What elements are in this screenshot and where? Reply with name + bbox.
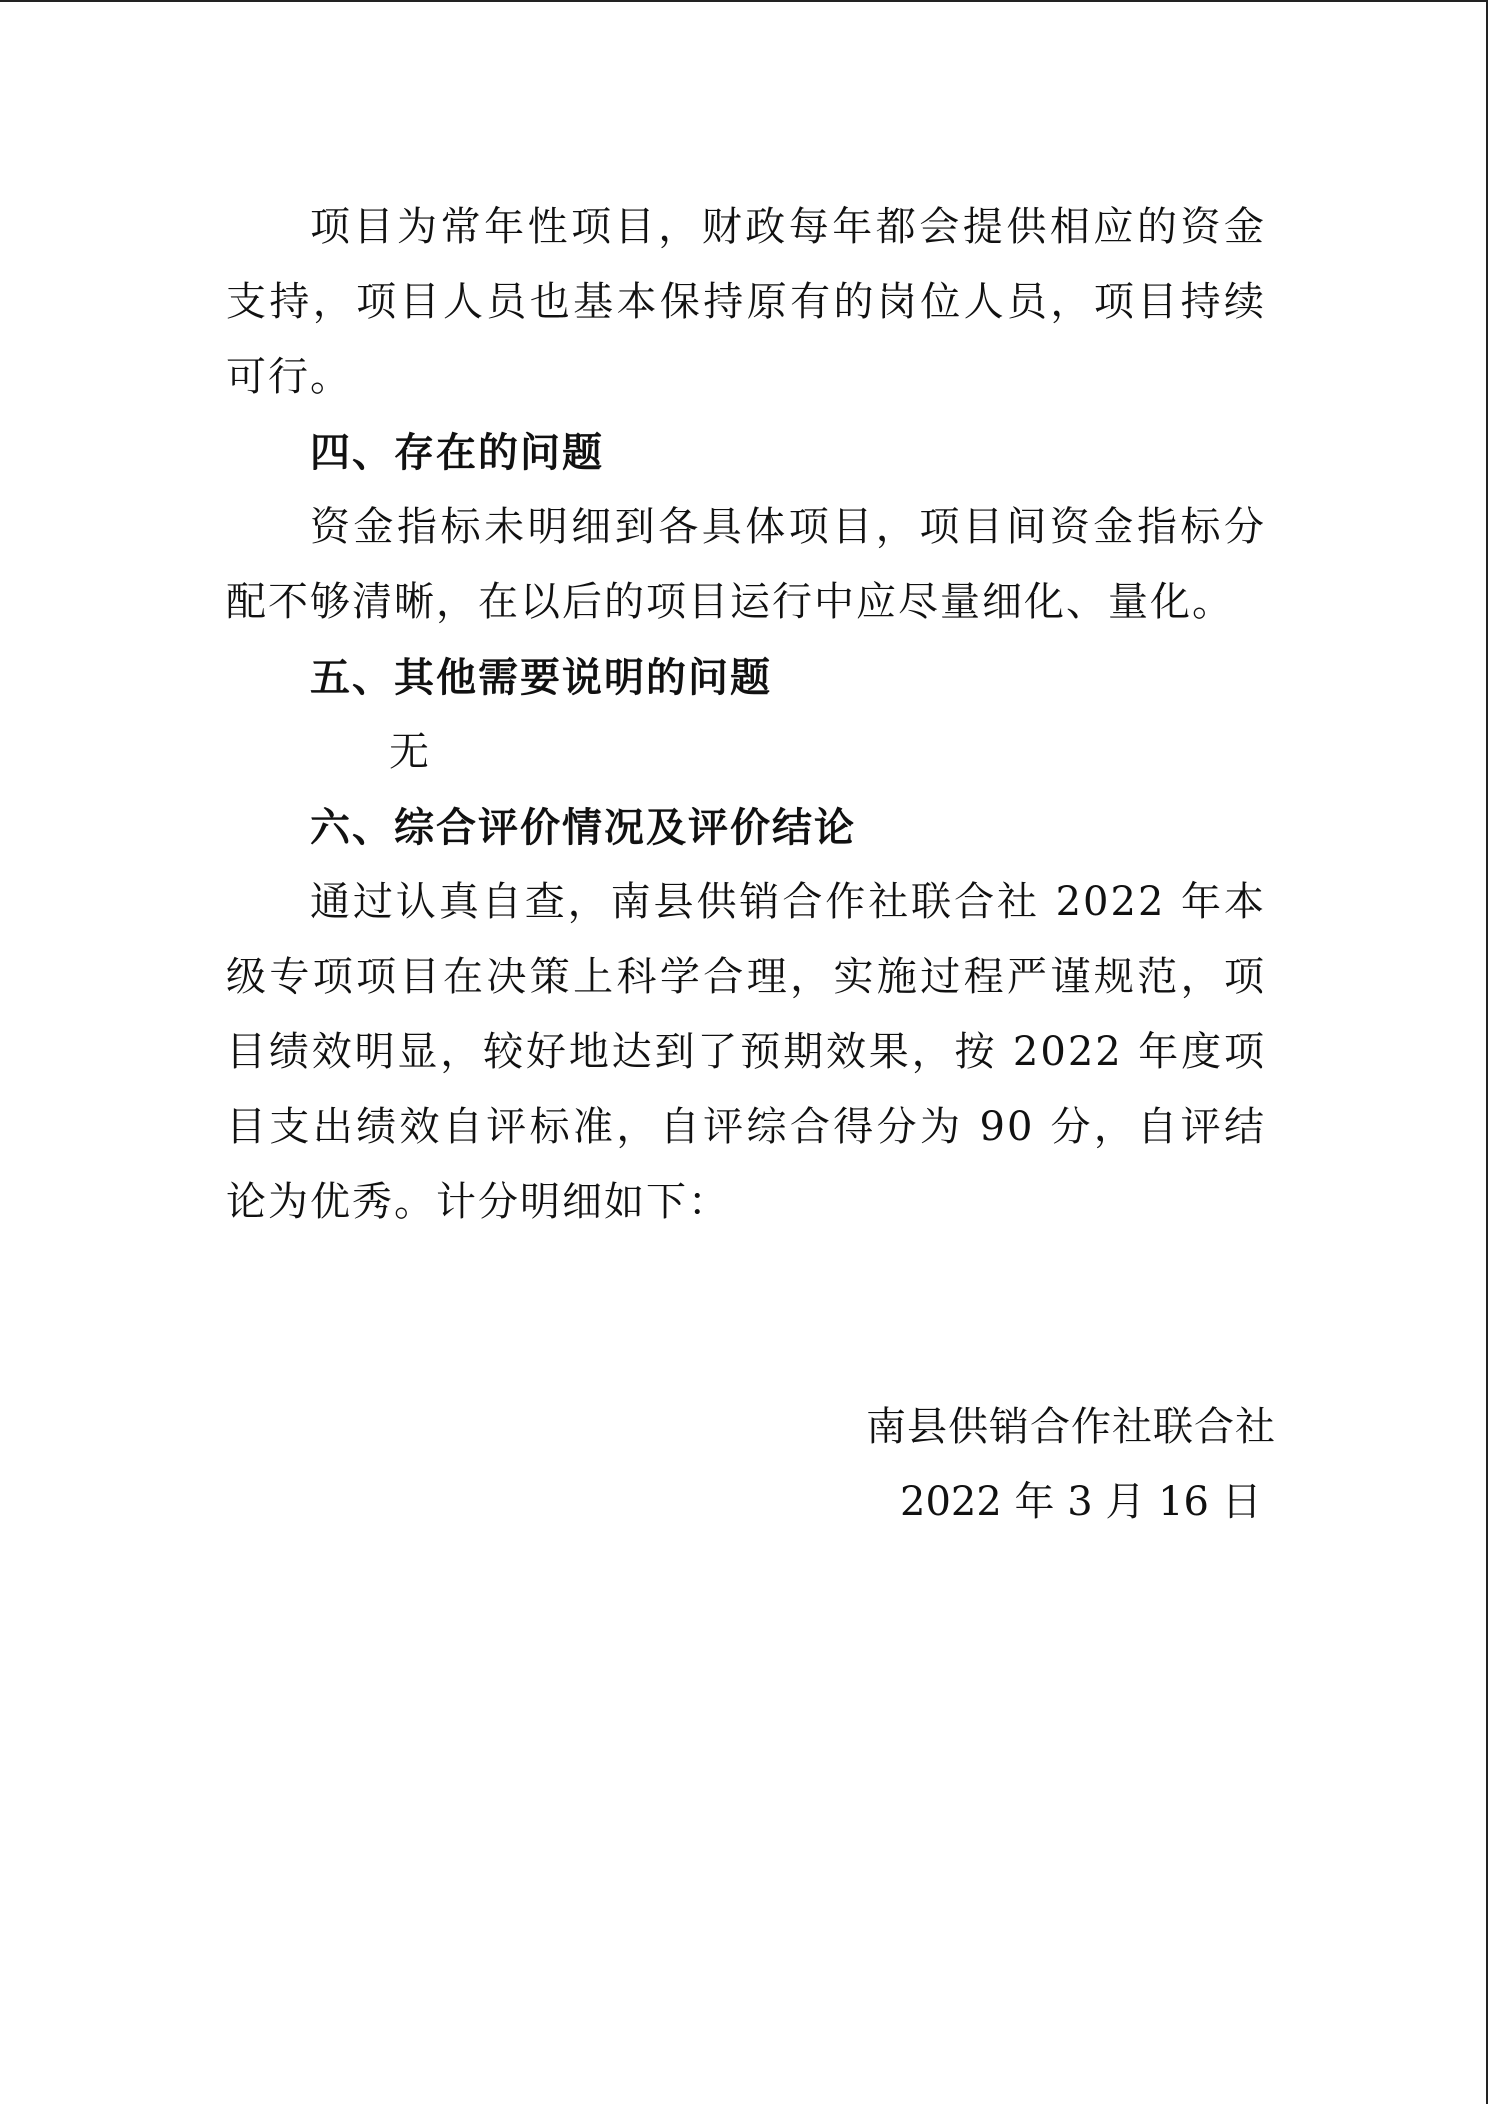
heading-existing-problems: 四、存在的问题 — [310, 429, 604, 476]
signature-date: 2022 年 3 月 16 日 — [900, 1479, 1262, 1525]
paragraph-problems: 资金指标未明细到各具体项目，项目间资金指标分配不够清晰，在以后的项目运行中应尽量细化、量化。 — [226, 504, 1266, 625]
signature-block — [866, 1390, 1286, 1540]
heading-other-notes: 五、其他需要说明的问题 — [310, 654, 772, 701]
paragraph-sustainability: 项目为常年性项目，财政每年都会提供相应的资金支持，项目人员也基本保持原有的岗位人员，项目持续可行。 — [226, 204, 1266, 400]
paragraph-conclusion: 通过认真自查，南县供销合作社联合社 2022 年本级专项项目在决策上科学合理，实施过程严谨规范，项目绩效明显，较好地达到了预期效果，按 2022 年度项目支出绩效自评标准，自评综合得分为 90 分，自评结论为优秀。计分明细如下： — [226, 879, 1266, 1225]
heading-evaluation-conclusion: 六、综合评价情况及评价结论 — [310, 804, 856, 851]
signature-organization: 南县供销合作社联合社 — [866, 1404, 1276, 1450]
other-notes-none: 无 — [389, 729, 429, 775]
document-body — [226, 190, 1266, 1240]
